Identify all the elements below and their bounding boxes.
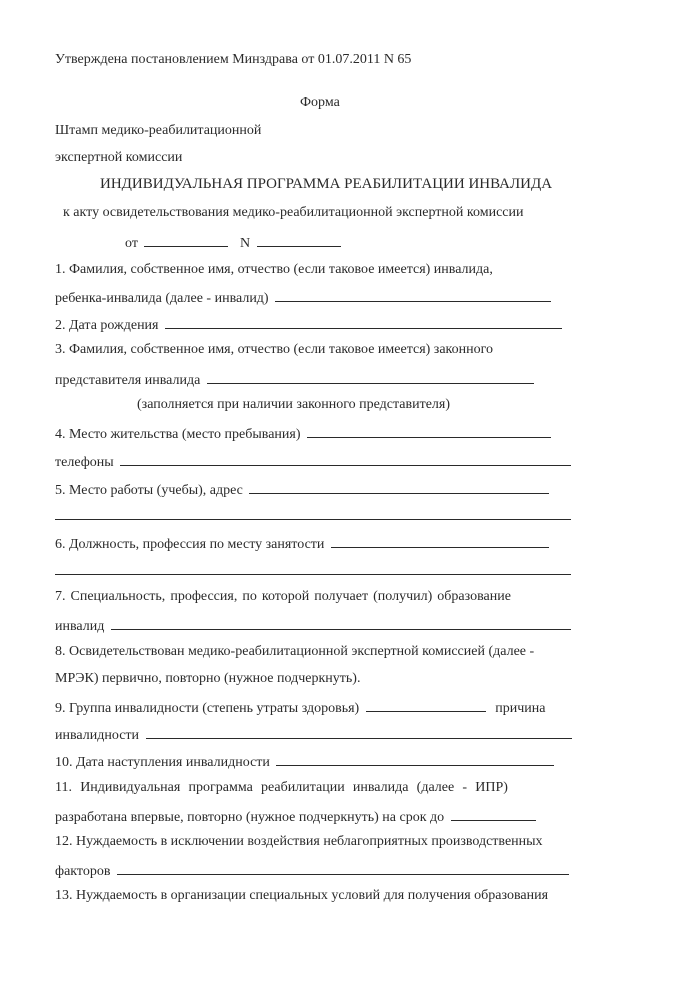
- phones-label: телефоны: [55, 455, 114, 470]
- item-11-text: [55, 781, 508, 795]
- item-1-label: ребенка-инвалида (далее - инвалид): [55, 291, 269, 306]
- item-9-label: 9. Группа инвалидности (степень утраты здоровья): [55, 701, 360, 716]
- justified-word: образование: [437, 589, 511, 604]
- disabled-person-name-field[interactable]: [275, 289, 551, 302]
- stamp-line-2: экспертной комиссии: [55, 150, 183, 165]
- item-2-line: [55, 316, 562, 333]
- stamp-line-1: Штамп медико-реабилитационной: [55, 123, 262, 138]
- item-6-line: [55, 535, 549, 552]
- item-1-line-1: 1. Фамилия, собственное имя, отчество (если таковое имеется) инвалида,: [55, 262, 493, 277]
- justified-word: 7.: [55, 589, 66, 604]
- birth-date-field[interactable]: [165, 316, 562, 329]
- act-number-field[interactable]: [257, 234, 341, 247]
- item-2-label: 2. Дата рождения: [55, 318, 159, 333]
- item-1-line-2: [55, 289, 551, 306]
- justified-word: получает: [314, 589, 369, 604]
- position-field[interactable]: [331, 535, 549, 548]
- document-subtitle: к акту освидетельствования медико-реабилитационной экспертной комиссии: [63, 205, 524, 220]
- justified-word: реабилитации: [261, 780, 345, 795]
- justified-word: которой: [261, 589, 310, 604]
- justified-word: профессия,: [170, 589, 238, 604]
- item-5-line: [55, 481, 549, 498]
- workplace-field[interactable]: [249, 481, 549, 494]
- item-11-line-1: [55, 781, 508, 795]
- production-factors-field[interactable]: [117, 862, 569, 875]
- disability-group-field[interactable]: [366, 699, 486, 712]
- workplace-extra-line[interactable]: [55, 507, 571, 520]
- item-9-line-2: [55, 726, 572, 743]
- act-date-field[interactable]: [144, 234, 228, 247]
- justified-word: (получил): [373, 589, 433, 604]
- item-10-line: [55, 753, 554, 770]
- item-10-label: 10. Дата наступления инвалидности: [55, 755, 270, 770]
- item-11-line-2: [55, 808, 536, 825]
- item-7-label: инвалид: [55, 619, 105, 634]
- disability-label: инвалидности: [55, 728, 140, 743]
- phones-field[interactable]: [120, 453, 571, 466]
- disability-onset-field[interactable]: [276, 753, 554, 766]
- justified-word: (далее: [416, 780, 455, 795]
- item-12-label: факторов: [55, 864, 111, 879]
- item-9-line-1: [55, 699, 545, 716]
- item-3-line-1: 3. Фамилия, собственное имя, отчество (если таковое имеется) законного: [55, 342, 494, 357]
- item-3-label: представителя инвалида: [55, 373, 201, 388]
- document-title: ИНДИВИДУАЛЬНАЯ ПРОГРАММА РЕАБИЛИТАЦИИ ИНВАЛИДА: [100, 176, 553, 192]
- justified-word: Индивидуальная: [80, 780, 181, 795]
- item-8-line-2: МРЭК) первично, повторно (нужное подчеркнуть).: [55, 671, 361, 686]
- justified-word: -: [462, 780, 468, 795]
- item-4-line: [55, 425, 551, 442]
- ipr-term-field[interactable]: [451, 808, 536, 821]
- item-11-label: разработана впервые, повторно (нужное подчеркнуть) на срок до: [55, 810, 445, 825]
- item-12-line-1: 12. Нуждаемость в исключении воздействия неблагоприятных производственных: [55, 834, 543, 849]
- item-7-text: [55, 590, 511, 604]
- number-label: N: [239, 236, 251, 251]
- item-5-label: 5. Место работы (учебы), адрес: [55, 483, 243, 498]
- approval-line: Утверждена постановлением Минздрава от 01.07.2011 N 65: [55, 52, 412, 67]
- from-label: от: [125, 236, 138, 251]
- cause-label: причина: [495, 701, 546, 716]
- item-4-phones-line: [55, 453, 571, 470]
- item-4-label: 4. Место жительства (место пребывания): [55, 427, 301, 442]
- justified-word: Специальность,: [70, 589, 166, 604]
- justified-word: программа: [188, 780, 253, 795]
- item-3-note: (заполняется при наличии законного представителя): [137, 397, 451, 412]
- justified-word: по: [242, 589, 257, 604]
- form-label: Форма: [300, 95, 340, 110]
- item-8-line-1: 8. Освидетельствован медико-реабилитационной экспертной комиссией (далее -: [55, 644, 535, 659]
- item-12-line-2: [55, 862, 569, 879]
- disability-cause-field[interactable]: [146, 726, 572, 739]
- item-6-label: 6. Должность, профессия по месту занятости: [55, 537, 325, 552]
- specialty-field[interactable]: [111, 617, 571, 630]
- residence-field[interactable]: [307, 425, 551, 438]
- justified-word: 11.: [55, 780, 72, 795]
- act-date-number-row: [125, 234, 341, 251]
- item-3-line-2: [55, 371, 534, 388]
- item-7-line-2: [55, 617, 571, 634]
- justified-word: инвалида: [352, 780, 409, 795]
- justified-word: ИПР): [475, 780, 508, 795]
- item-13-line: 13. Нуждаемость в организации специальных условий для получения образования: [55, 888, 549, 903]
- position-extra-line[interactable]: [55, 562, 571, 575]
- item-7-line-1: [55, 590, 511, 604]
- legal-representative-field[interactable]: [207, 371, 534, 384]
